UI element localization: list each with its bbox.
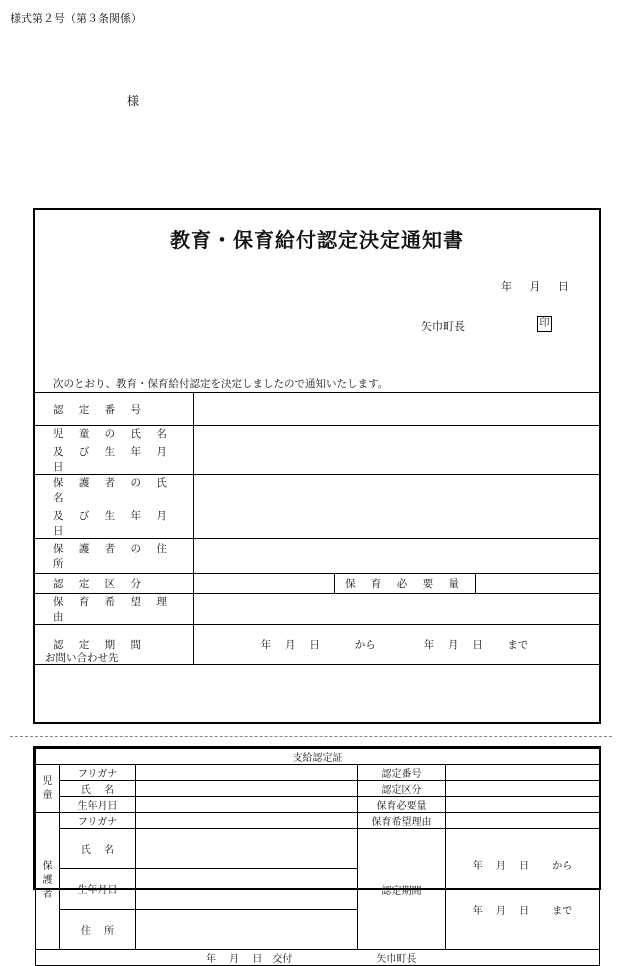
child-name-value — [136, 781, 358, 797]
notice-intro: 次のとおり、教育・保育給付認定を決定しましたので通知いたします。 — [53, 378, 389, 390]
label-care-reason: 保 育 希 望 理 由 — [35, 594, 194, 625]
care-reason-label: 保育希望理由 — [358, 813, 446, 829]
notice-title: 教育・保育給付認定決定通知書 — [170, 228, 464, 252]
cert-category-label: 認定区分 — [358, 781, 446, 797]
child-furigana-value — [136, 765, 358, 781]
issue-row — [36, 950, 600, 966]
mayor-name: 矢巾町長 — [421, 320, 465, 333]
guardian-birth-value — [136, 869, 358, 909]
inquiry-label: お問い合わせ先 — [45, 652, 119, 664]
label-child-line2: 及 び 生 年 月 日 — [53, 446, 173, 473]
label-child-line1: 児 童 の 氏 名 — [53, 428, 173, 440]
value-cert-number — [194, 393, 600, 426]
label-cert-period: 認 定 期 間 — [35, 625, 194, 665]
label-guardian — [35, 475, 194, 539]
certificate-box — [33, 746, 601, 965]
child-birth-label: 生年月日 — [60, 797, 136, 813]
cert-period-to: 年 月 日 まで — [472, 906, 573, 917]
cert-category-value — [446, 781, 600, 797]
label-child — [35, 426, 194, 475]
care-amount-label: 保育必要量 — [358, 797, 446, 813]
period-to: 年 月 日 まで — [423, 639, 529, 651]
label-cert-number: 認 定 番 号 — [35, 393, 194, 426]
guardian-header: 保護者 — [36, 813, 60, 950]
guardian-address-label: 住 所 — [60, 909, 136, 949]
notice-table — [35, 392, 599, 665]
cert-period-label: 認定期間 — [358, 829, 446, 950]
child-header: 児童 — [36, 765, 60, 813]
value-care-reason — [194, 594, 600, 625]
cert-number-label: 認定番号 — [358, 765, 446, 781]
value-guardian-address — [194, 539, 600, 574]
guardian-address-value — [136, 909, 358, 949]
certificate-table — [35, 748, 600, 966]
notice-date: 年 月 日 — [501, 280, 569, 293]
guardian-name-value — [136, 829, 358, 869]
child-name-label: 氏 名 — [60, 781, 136, 797]
issue-mayor: 矢巾町長 — [376, 954, 417, 965]
care-reason-value — [446, 813, 600, 829]
addressee-suffix: 様 — [127, 94, 140, 108]
guardian-name-label: 氏 名 — [60, 829, 136, 869]
period-from: 年 月 日 から — [260, 639, 376, 651]
value-cert-period — [194, 625, 600, 665]
cut-line — [10, 736, 612, 737]
label-guardian-line1: 保 護 者 の 氏 名 — [53, 477, 173, 504]
guardian-birth-label: 生年月日 — [60, 869, 136, 909]
value-care-amount — [476, 574, 600, 594]
cert-period-from: 年 月 日 から — [472, 861, 573, 872]
issue-date: 年 月 日 交付 — [206, 954, 293, 965]
label-cert-category: 認 定 区 分 — [35, 574, 194, 594]
label-care-amount: 保 育 必 要 量 — [335, 574, 476, 594]
value-cert-category — [194, 574, 335, 594]
guardian-furigana-value — [136, 813, 358, 829]
cert-number-value — [446, 765, 600, 781]
child-birth-value — [136, 797, 358, 813]
guardian-furigana-label: フリガナ — [60, 813, 136, 829]
certificate-title: 支給認定証 — [36, 749, 600, 765]
child-furigana-label: フリガナ — [60, 765, 136, 781]
form-number: 様式第２号（第３条関係） — [10, 12, 142, 25]
value-guardian — [194, 475, 600, 539]
label-guardian-address: 保 護 者 の 住 所 — [35, 539, 194, 574]
value-child — [194, 426, 600, 475]
cert-period-value — [446, 829, 600, 950]
notice-box — [33, 208, 601, 724]
care-amount-value — [446, 797, 600, 813]
seal-mark: 印 — [537, 316, 552, 332]
label-guardian-line2: 及 び 生 年 月 日 — [53, 510, 173, 537]
